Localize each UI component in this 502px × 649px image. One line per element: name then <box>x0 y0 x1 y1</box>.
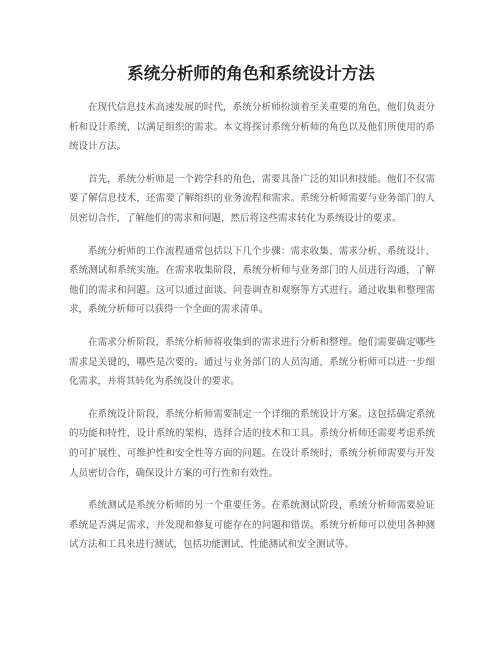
document-title: 系统分析师的角色和系统设计方法 <box>127 64 375 83</box>
paragraph-role: 首先，系统分析师是一个跨学科的角色，需要具备广泛的知识和技能。他们不仅需要了解信息技术，还需要了解组织的业务流程和需求。系统分析师需要与业务部门的人员密切合作，了解他们的需求和问题，然后将这些需求转化为系统设计的要求。 <box>69 173 435 224</box>
document-body <box>69 98 435 568</box>
paragraph-intro: 在现代信息技术高速发展的时代，系统分析师扮演着至关重要的角色，他们负责分析和设计系统，以满足组织的需求。本文将探讨系统分析师的角色以及他们所使用的系统设计方法。 <box>69 102 435 153</box>
paragraph-workflow: 系统分析师的工作流程通常包括以下几个步骤：需求收集、需求分析、系统设计、系统测试和系统实施。在需求收集阶段，系统分析师与业务部门的人员进行沟通，了解他们的需求和问题。这可以通过面谈、问卷调查和观察等方式进行。通过收集和整理需求，系统分析师可以获得一个全面的需求清单。 <box>69 245 435 316</box>
paragraph-system-design: 在系统设计阶段，系统分析师需要制定一个详细的系统设计方案。这包括确定系统的功能和特性，设计系统的架构，选择合适的技术和工具。系统分析师还需要考虑系统的可扩展性、可维护性和安全性等方面的问题。在设计系统时，系统分析师需要与开发人员密切合作，确保设计方案的可行性和有效性。 <box>69 408 435 479</box>
paragraph-system-testing: 系统测试是系统分析师的另一个重要任务。在系统测试阶段，系统分析师需要验证系统是否满足需求，并发现和修复可能存在的问题和错误。系统分析师可以使用各种测试方法和工具来进行测试，包括功能测试、性能测试和安全测试等。 <box>69 500 435 551</box>
paragraph-requirements-analysis: 在需求分析阶段，系统分析师将收集到的需求进行分析和整理。他们需要确定哪些需求是关键的，哪些是次要的。通过与业务部门的人员沟通，系统分析师可以进一步细化需求，并将其转化为系统设计的要求。 <box>69 336 435 388</box>
